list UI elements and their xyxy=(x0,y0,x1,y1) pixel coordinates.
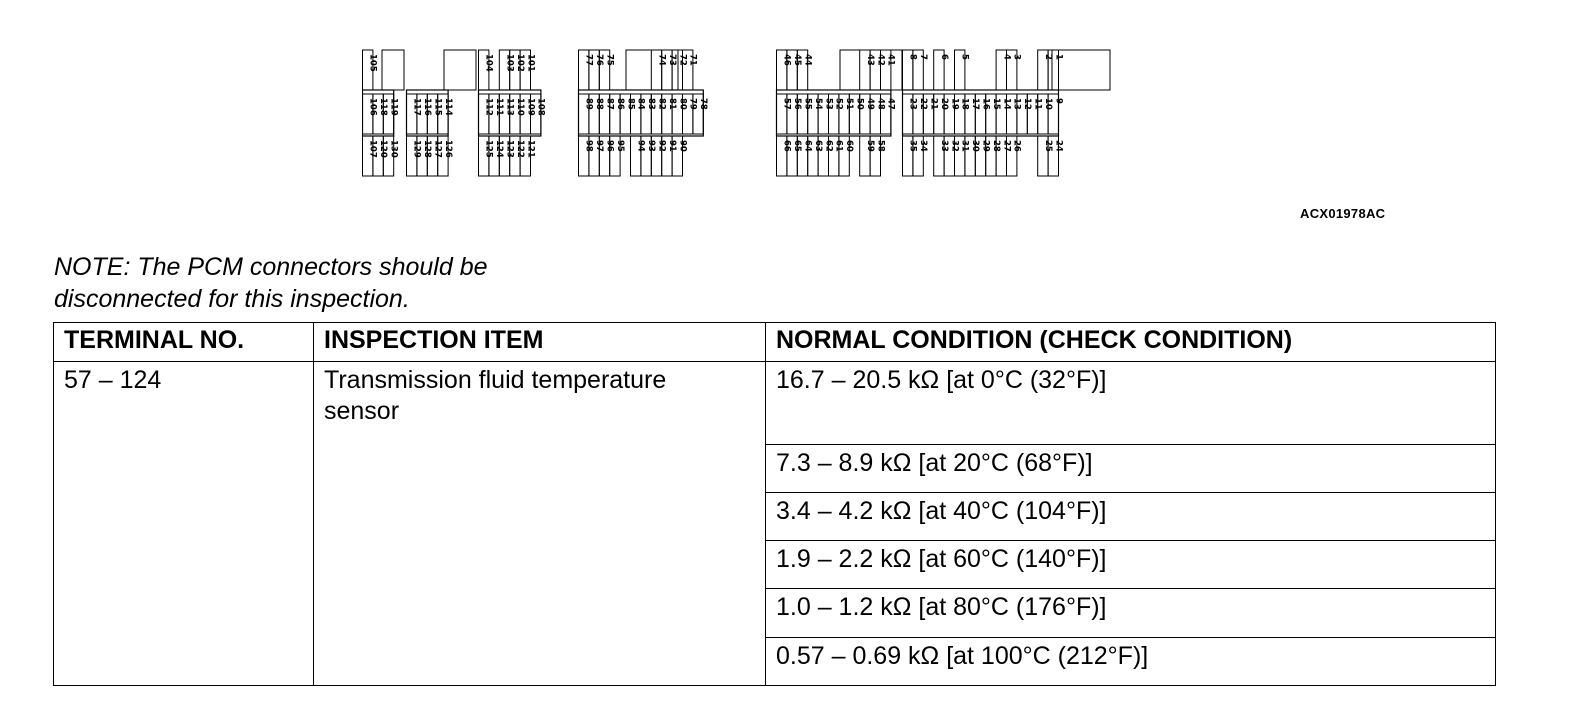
connector-block xyxy=(407,90,453,176)
connector-pin-label: 75 xyxy=(604,54,615,66)
connector-pin-label: 88 xyxy=(594,98,605,110)
connector-pin-label: 60 xyxy=(844,140,855,152)
connector-pin-label: 119 xyxy=(388,98,399,116)
connector-pin-label: 16 xyxy=(980,98,991,110)
connector-pin-label: 130 xyxy=(388,140,399,158)
connector-pin-label: 22 xyxy=(918,98,929,110)
connector-pin-label: 80 xyxy=(677,98,688,110)
connector-pin-label: 5 xyxy=(959,54,970,60)
connector-pin-label: 129 xyxy=(411,140,422,158)
connector-pin-label: 56 xyxy=(792,98,803,110)
connector-pin-label: 101 xyxy=(525,54,536,72)
connector-pin-label: 79 xyxy=(687,98,698,110)
connector-pin-label: 29 xyxy=(980,140,991,152)
connector-pin-label: 105 xyxy=(367,54,378,72)
connector-pin-label: 76 xyxy=(594,54,605,66)
note-line-1: NOTE: The PCM connectors should be xyxy=(54,253,488,281)
pcm-connector-diagram xyxy=(362,44,1204,184)
connector-pin-label: 86 xyxy=(614,98,625,110)
connector-pin-label: 104 xyxy=(483,54,494,72)
connector-pin-label: 54 xyxy=(812,98,823,110)
connector-pin-label: 27 xyxy=(1001,140,1012,152)
note-line-2: disconnected for this inspection. xyxy=(54,285,410,313)
connector-pin-label: 113 xyxy=(504,98,515,116)
connector-pin-label: 6 xyxy=(938,54,949,60)
connector-pin-label: 92 xyxy=(656,140,667,152)
table-row xyxy=(54,361,1496,444)
connector-pin-label: 61 xyxy=(833,140,844,152)
terminal-cell: 57 – 124 xyxy=(54,361,314,685)
connector-pin-label: 3 xyxy=(1011,54,1022,60)
connector-pin-label: 84 xyxy=(635,98,646,110)
connector-pin-label: 49 xyxy=(864,98,875,110)
connector-pin-label: 90 xyxy=(677,140,688,152)
connector-pin-label: 11 xyxy=(1032,98,1043,110)
connector-pin-label: 87 xyxy=(604,98,615,110)
connector-pin-label: 110 xyxy=(514,98,525,116)
connector-pin-label: 115 xyxy=(432,98,443,116)
connector-pin-label: 9 xyxy=(1053,98,1064,104)
connector-pin-label: 13 xyxy=(1011,98,1022,110)
connector-pin-label: 120 xyxy=(378,140,389,158)
connector-pin-label: 8 xyxy=(907,54,918,60)
connector-pin-label: 126 xyxy=(442,140,453,158)
inspection-note xyxy=(54,251,674,315)
connector-pin-label: 52 xyxy=(833,98,844,110)
connector-pin-label: 65 xyxy=(792,140,803,152)
inspection-item-cell xyxy=(314,361,766,685)
connector-pin-label: 91 xyxy=(666,140,677,152)
condition-cell: 16.7 – 20.5 kΩ [at 0°C (32°F)] xyxy=(766,361,1496,444)
connector-pin-label: 24 xyxy=(1053,140,1064,152)
header-normal-condition: NORMAL CONDITION (CHECK CONDITION) xyxy=(766,323,1496,362)
connector-pin-label: 58 xyxy=(875,140,886,152)
connector-pin-label: 111 xyxy=(494,98,505,116)
connector-pin-label: 89 xyxy=(583,98,594,110)
connector-pin-label: 1 xyxy=(1053,54,1064,60)
connector-pin-label: 34 xyxy=(918,140,929,152)
connector-pin-label: 41 xyxy=(885,54,896,66)
connector-pin-label: 15 xyxy=(990,98,1001,110)
connector-pin-label: 74 xyxy=(656,54,667,66)
connector-block xyxy=(579,50,709,176)
connector-pin-label: 35 xyxy=(907,140,918,152)
connector-row-outline xyxy=(903,90,1059,136)
connector-pin-label: 107 xyxy=(367,140,378,158)
connector-pin-label: 72 xyxy=(677,54,688,66)
table-header-row xyxy=(54,323,1496,362)
connector-pin-label: 95 xyxy=(614,140,625,152)
connector-pin-label: 128 xyxy=(422,140,433,158)
connector-pin-label: 31 xyxy=(959,140,970,152)
connector-pin-label: 81 xyxy=(666,98,677,110)
connector-pin-label: 62 xyxy=(823,140,834,152)
connector-pin-label: 93 xyxy=(646,140,657,152)
connector-row-outline xyxy=(777,90,891,136)
connector-pin-label: 57 xyxy=(781,98,792,110)
header-inspection-item: INSPECTION ITEM xyxy=(314,323,766,362)
connector-pin-label: 116 xyxy=(422,98,433,116)
connector-pin-label: 83 xyxy=(646,98,657,110)
connector-pin-label: 73 xyxy=(666,54,677,66)
connector-pin-label: 48 xyxy=(875,98,886,110)
connector-pin-label: 112 xyxy=(483,98,494,116)
inspection-item-line-1: Transmission fluid temperature xyxy=(324,365,667,394)
connector-pin-label: 64 xyxy=(802,140,813,152)
connector-pin-label: 59 xyxy=(864,140,875,152)
connector-pin-label: 20 xyxy=(938,98,949,110)
connector-block xyxy=(479,50,546,176)
connector-pin-label: 23 xyxy=(907,98,918,110)
connector-pin-label: 127 xyxy=(432,140,443,158)
connector-pin-label: 33 xyxy=(938,140,949,152)
connector-pin-label: 19 xyxy=(949,98,960,110)
condition-cell: 7.3 – 8.9 kΩ [at 20°C (68°F)] xyxy=(766,444,1496,492)
connector-pin-label: 53 xyxy=(823,98,834,110)
connector-pin-label: 55 xyxy=(802,98,813,110)
connector-pin-label: 77 xyxy=(583,54,594,66)
connector-pin-label: 45 xyxy=(792,54,803,66)
connector-pin-label: 122 xyxy=(514,140,525,158)
connector-pin-label: 125 xyxy=(483,140,494,158)
connector-pin-label: 43 xyxy=(864,54,875,66)
connector-key-slot xyxy=(444,50,476,90)
connector-pin-label: 109 xyxy=(525,98,536,116)
connector-block xyxy=(777,50,896,176)
connector-pin-label: 71 xyxy=(687,54,698,66)
figure-code: ACX01978AC xyxy=(1300,206,1386,221)
connector-pin-label: 14 xyxy=(1001,98,1012,110)
connector-pin-label: 118 xyxy=(378,98,389,116)
connector-pin-label: 25 xyxy=(1042,140,1053,152)
connector-pin-label: 82 xyxy=(656,98,667,110)
connector-pin-label: 18 xyxy=(959,98,970,110)
connector-pin-label: 85 xyxy=(625,98,636,110)
connector-pin-label: 103 xyxy=(504,54,515,72)
connector-pin-label: 4 xyxy=(1001,54,1012,60)
connector-pin-label: 123 xyxy=(504,140,515,158)
condition-cell: 1.9 – 2.2 kΩ [at 60°C (140°F)] xyxy=(766,541,1496,589)
connector-pin-label: 94 xyxy=(635,140,646,152)
connector-pin-label: 28 xyxy=(990,140,1001,152)
connector-pin-label: 114 xyxy=(442,98,453,116)
connector-pin-label: 32 xyxy=(949,140,960,152)
connector-pin-label: 98 xyxy=(583,140,594,152)
inspection-table xyxy=(53,322,1496,686)
condition-cell: 1.0 – 1.2 kΩ [at 80°C (176°F)] xyxy=(766,589,1496,637)
connector-pin-label: 7 xyxy=(918,54,929,60)
connector-pin-label: 63 xyxy=(812,140,823,152)
condition-cell: 0.57 – 0.69 kΩ [at 100°C (212°F)] xyxy=(766,637,1496,685)
connector-pin-label: 124 xyxy=(494,140,505,158)
connector-pin-label: 42 xyxy=(875,54,886,66)
connector-block xyxy=(363,50,399,176)
connector-pin-label: 78 xyxy=(698,98,709,110)
connector-pin-label: 117 xyxy=(411,98,422,116)
connector-key-slot xyxy=(382,50,404,90)
connector-pin-label: 12 xyxy=(1022,98,1033,110)
connector-pin-label: 30 xyxy=(970,140,981,152)
header-terminal-no: TERMINAL NO. xyxy=(54,323,314,362)
connector-pin-label: 66 xyxy=(781,140,792,152)
connector-pin-label: 51 xyxy=(844,98,855,110)
connector-pin-label: 26 xyxy=(1011,140,1022,152)
connector-pin-label: 46 xyxy=(781,54,792,66)
inspection-item-line-2: sensor xyxy=(324,396,400,425)
condition-cell: 3.4 – 4.2 kΩ [at 40°C (104°F)] xyxy=(766,492,1496,540)
connector-pin-label: 50 xyxy=(854,98,865,110)
connector-pin-label: 17 xyxy=(970,98,981,110)
connector-pin-label: 44 xyxy=(802,54,813,66)
connector-pin-label: 96 xyxy=(604,140,615,152)
connector-pin-label: 47 xyxy=(885,98,896,110)
connector-pin-label: 10 xyxy=(1042,98,1053,110)
connector-pin-label: 106 xyxy=(367,98,378,116)
connector-pin-label: 102 xyxy=(514,54,525,72)
connector-block xyxy=(903,50,1064,176)
connector-pin-label: 108 xyxy=(535,98,546,116)
connector-pin-label: 21 xyxy=(928,98,939,110)
connector-pin-label: 2 xyxy=(1042,54,1053,60)
connector-pin-label: 97 xyxy=(594,140,605,152)
connector-pin-label: 121 xyxy=(525,140,536,158)
